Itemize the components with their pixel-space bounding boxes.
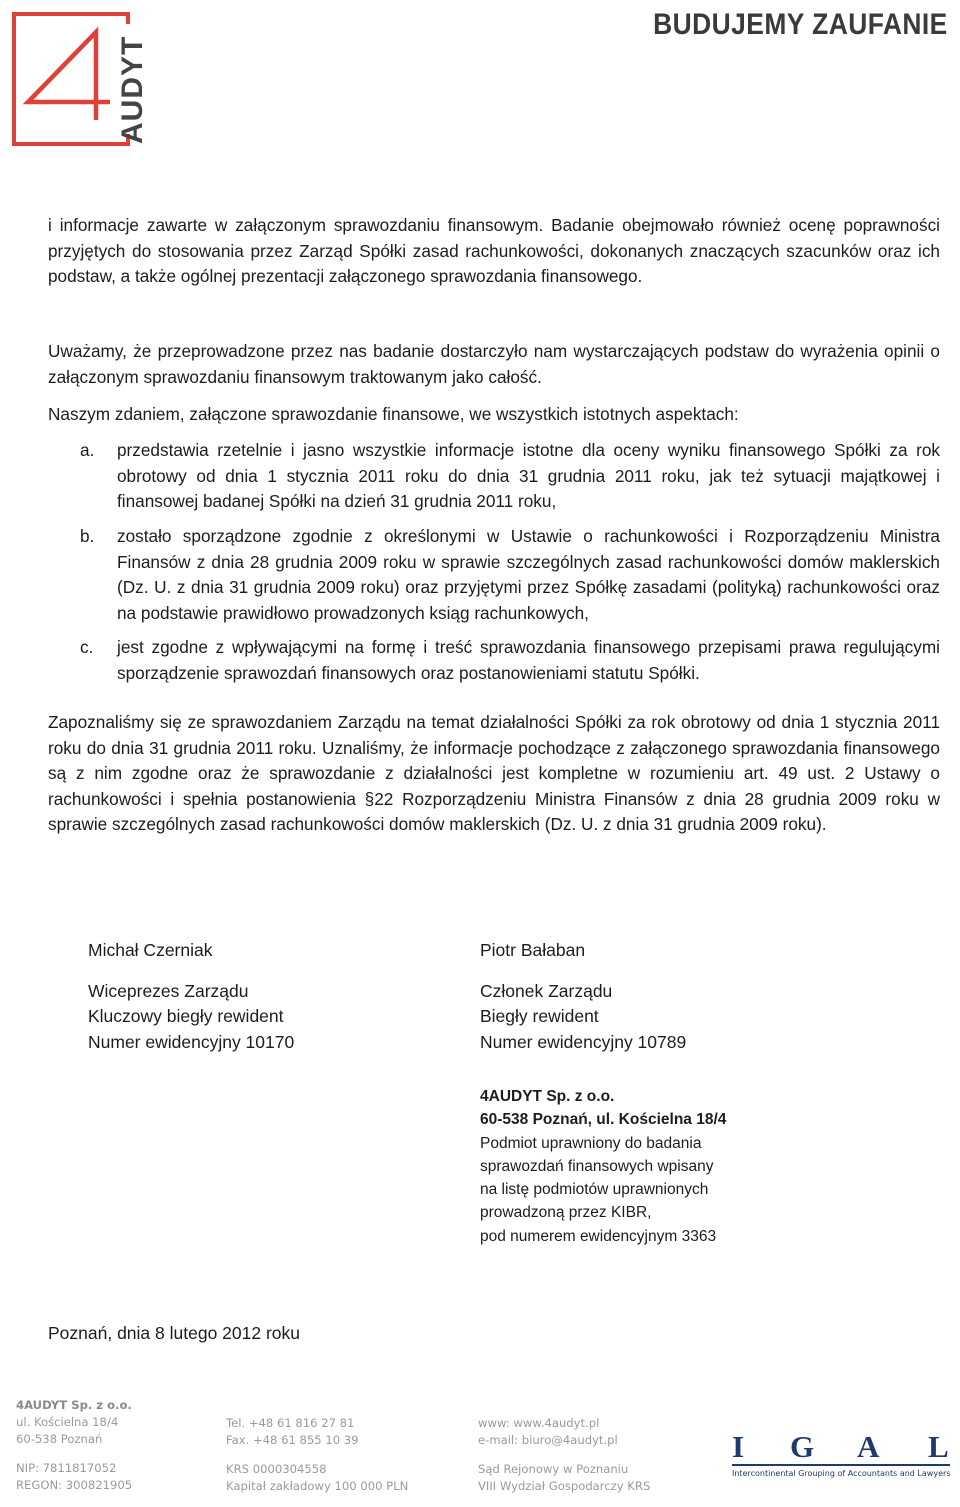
footer-company-info: [16, 1397, 132, 1494]
firm-line: na listę podmiotów uprawnionych: [480, 1181, 709, 1199]
signatory-role: Wiceprezes Zarządu: [88, 980, 249, 1001]
firm-line: sprawozdań finansowych wpisany: [480, 1157, 714, 1175]
logo-four: [28, 32, 110, 120]
logo-wordmark: AUDYT: [116, 35, 149, 144]
list-item-text: przedstawia rzetelnie i jasno wszystkie informacje istotne dla oceny wyniku finansowego Spółki za rok obrotowy od dnia 1 stycznia 2011 roku do dnia 31 grudnia 2011 roku, jak też sytuacji majątkowej i finansowej badanej Spółki na dzień 31 grudnia 2011 roku,: [117, 440, 940, 512]
signatory-role: Członek Zarządu: [480, 980, 613, 1001]
firm-name: 4AUDYT Sp. z o.o.: [480, 1088, 615, 1105]
logo-frame: [14, 14, 128, 144]
signatory-register-number: Numer ewidencyjny 10789: [480, 1031, 687, 1052]
igal-rule: [732, 1464, 950, 1466]
footer-capital: Kapitał zakładowy 100 000 PLN: [226, 1479, 409, 1493]
footer-division: VIII Wydział Gospodarczy KRS: [478, 1479, 651, 1493]
footer-krs: KRS 0000304558: [226, 1462, 327, 1476]
paragraph-management-report: [48, 710, 940, 838]
list-item-text: jest zgodne z wpływającymi na formę i treść sprawozdania finansowego przepisami prawa regulującymi sporządzenie sprawozdań finansowych oraz postanowieniami statutu Spółki.: [117, 637, 940, 683]
signatory-role: Kluczowy biegły rewident: [88, 1006, 284, 1027]
footer-web: [478, 1415, 650, 1495]
footer-company: 4AUDYT Sp. z o.o.: [16, 1398, 132, 1412]
signatory-role: Biegły rewident: [480, 1006, 599, 1027]
slogan: BUDUJEMY ZAUFANIE: [653, 8, 948, 41]
list-marker: b.: [80, 526, 95, 546]
list-item: [80, 635, 940, 686]
footer-regon: REGON: 300821905: [16, 1478, 133, 1492]
igal-letter: A: [857, 1429, 880, 1464]
firm-line: prowadzoną przez KIBR,: [480, 1204, 652, 1222]
signatory-register-number: Numer ewidencyjny 10170: [88, 1031, 295, 1052]
igal-letter: I: [732, 1429, 745, 1464]
footer-fax: Fax. +48 61 855 10 39: [226, 1433, 359, 1447]
footer-city: 60-538 Poznań: [16, 1432, 103, 1446]
footer-nip: NIP: 7811817052: [16, 1461, 117, 1475]
list-item-text: zostało sporządzone zgodnie z określonymi w Ustawie o rachunkowości i Rozporządzeniu Ministra Finansów z dnia 28 grudnia 2009 roku w sprawie szczególnych zasad rachunkowości domów maklerskich (Dz. U. z dnia 31 grudnia 2009 roku) oraz przyjętymi przez Spółkę zasadami (polityką) rachunkowości oraz na podstawie prawidłowo prowadzonych ksiąg rachunkowych,: [117, 526, 940, 623]
footer-court: Sąd Rejonowy w Poznaniu: [478, 1462, 629, 1476]
list-item: [80, 438, 940, 515]
signatory-name: Piotr Bałaban: [480, 940, 586, 960]
place-date: Poznań, dnia 8 lutego 2012 roku: [48, 1323, 300, 1343]
paragraph-basis: [48, 339, 940, 390]
list-item: [80, 524, 940, 626]
paragraph-scope: [48, 213, 940, 290]
signatory-name: Michał Czerniak: [88, 940, 213, 960]
4audyt-logo: [10, 10, 149, 148]
footer-contact: [226, 1415, 408, 1495]
paragraph-text: Naszym zdaniem, załączone sprawozdanie finansowe, we wszystkich istotnych aspektach:: [48, 404, 739, 424]
signature-block-right: [480, 938, 686, 1055]
firm-line: Podmiot uprawniony do badania: [480, 1134, 702, 1152]
signature-block-left: [88, 938, 294, 1055]
footer-street: ul. Kościelna 18/4: [16, 1415, 119, 1429]
list-marker: c.: [80, 637, 94, 657]
paragraph-text: Zapoznaliśmy się ze sprawozdaniem Zarządu na temat działalności Spółki za rok obrotowy od dnia 1 stycznia 2011 roku do dnia 31 grudnia 2011 roku. Uznaliśmy, że informacje pochodzące z załączonego sprawozdania finansowego są z nim zgodne oraz że sprawozdanie z działalności jest kompletne w rozumieniu art. 49 ust. 2 Ustawy o rachunkowości i spełnia postanowienia §22 Rozporządzeniu Ministra Finansów z dnia 28 grudnia 2009 roku w sprawie szczególnych zasad rachunkowości domów maklerskich (Dz. U. z dnia 31 grudnia 2009 roku).: [48, 712, 940, 835]
firm-stamp: [480, 1085, 726, 1248]
firm-line: pod numerem ewidencyjnym 3363: [480, 1227, 717, 1245]
paragraph-text: Uważamy, że przeprowadzone przez nas badanie dostarczyło nam wystarczających podstaw do wyrażenia opinii o załączonym sprawozdaniu finansowym traktowanym jako całość.: [48, 341, 940, 387]
firm-address: 60-538 Poznań, ul. Kościelna 18/4: [480, 1111, 727, 1129]
igal-letter: L: [928, 1429, 949, 1464]
footer-email: e-mail: biuro@4audyt.pl: [478, 1433, 618, 1447]
list-marker: a.: [80, 440, 95, 460]
footer-www: www: www.4audyt.pl: [478, 1416, 600, 1430]
igal-letter: G: [790, 1429, 815, 1464]
paragraph-text: i informacje zawarte w załączonym sprawozdaniu finansowym. Badanie obejmowało również ocenę poprawności przyjętych do stosowania przez Zarząd Spółki zasad rachunkowości, dokonanych znaczących szacunków oraz ich podstaw, a także ogólnej prezentacji załączonego sprawozdania finansowego.: [48, 215, 940, 287]
paragraph-opinion-intro: [48, 402, 940, 428]
igal-logo: [732, 1429, 952, 1479]
footer-tel: Tel. +48 61 816 27 81: [226, 1416, 355, 1430]
igal-tagline: Intercontinental Grouping of Accountants and Lawyers: [732, 1469, 951, 1478]
